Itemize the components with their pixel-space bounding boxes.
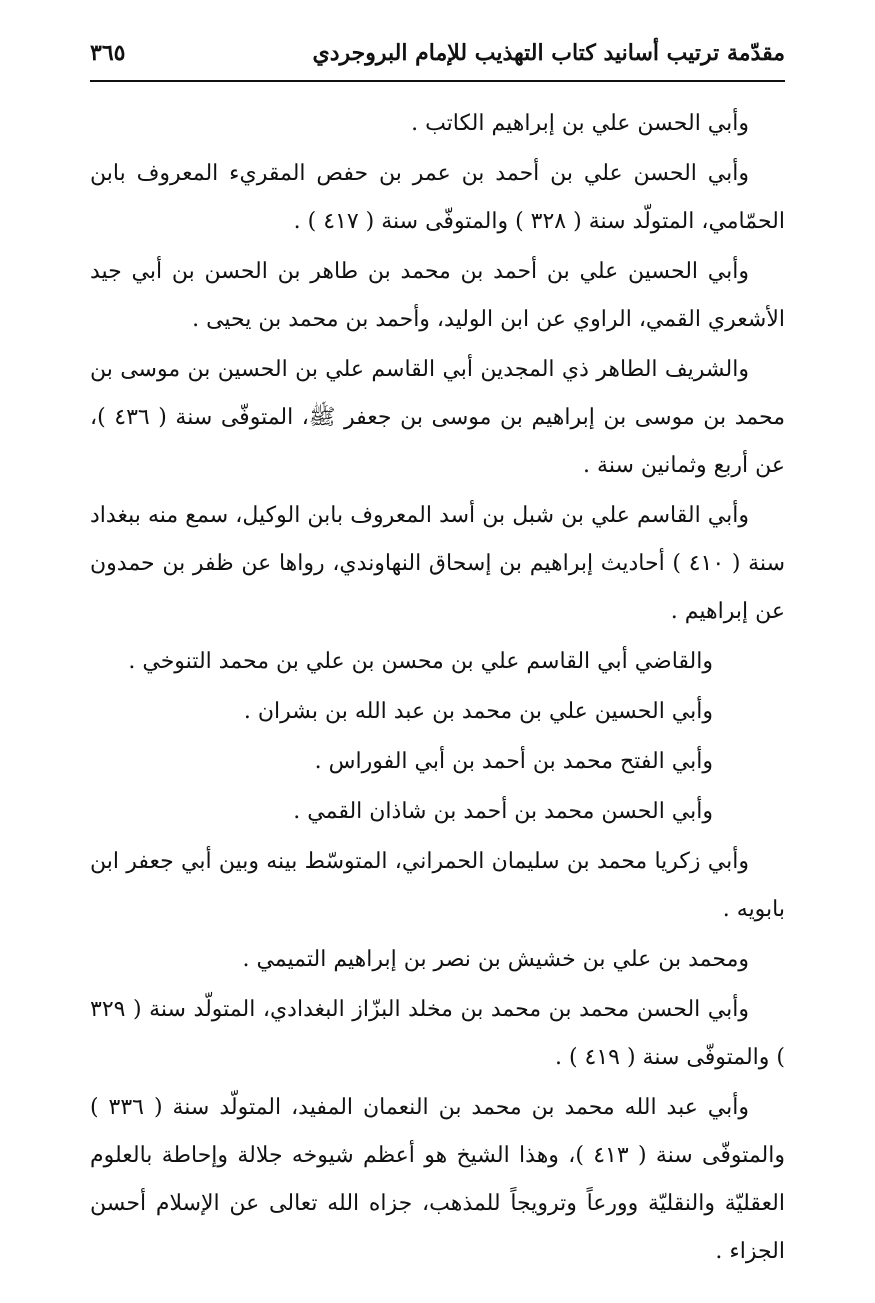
page-number: ٣٦٥ [90, 40, 126, 66]
paragraph: وأبي الحسن علي بن أحمد بن عمر بن حفص المقريء المعروف بابن الحمّامي، المتولّد سنة ( ٣٢٨ ) والمتوفّى سنة ( ٤١٧ ) . [90, 161, 785, 234]
running-title: مقدّمة ترتيب أسانيد كتاب التهذيب للإمام البروجردي [312, 40, 785, 66]
paragraph: وأبي الفتح محمد بن أحمد بن أبي الفوراس . [314, 749, 713, 774]
paragraph: وأبي الحسن علي بن إبراهيم الكاتب . [411, 111, 749, 136]
paragraph: وأبي عبد الله محمد بن محمد بن النعمان المفيد، المتولّد سنة ( ٣٣٦ ) والمتوفّى سنة ( ٤١٣ )، وهذا الشيخ هو أعظم شيوخه جلالة وإحاطة بالعلوم العقليّة والنقليّة وورعاً وترويجاً للمذهب، جزاه الله تعالى عن الإسلام أحسن الجزاء . [90, 1095, 785, 1264]
header-rule [90, 80, 785, 82]
paragraph: والشريف الطاهر ذي المجدين أبي القاسم علي بن الحسين بن موسى بن محمد بن موسى بن إبراهيم بن موسى بن جعفر ﷺ، المتوفّى سنة ( ٤٣٦ )، عن أربع وثمانين سنة . [90, 357, 785, 478]
paragraph: والقاضي أبي القاسم علي بن محسن بن علي بن محمد التنوخي . [128, 649, 713, 674]
paragraph: ومحمد بن علي بن خشيش بن نصر بن إبراهيم التميمي . [242, 947, 749, 972]
running-header [90, 32, 785, 74]
paragraph: وأبي الحسين علي بن أحمد بن محمد بن طاهر بن الحسن بن أبي جيد الأشعري القمي، الراوي عن ابن الوليد، وأحمد بن محمد بن يحيى . [90, 259, 785, 332]
paragraph: وأبي القاسم علي بن شبل بن أسد المعروف بابن الوكيل، سمع منه ببغداد سنة ( ٤١٠ ) أحاديث إبراهيم بن إسحاق النهاوندي، رواها عن ظفر بن حمدون عن إبراهيم . [90, 503, 786, 624]
page-body [90, 100, 785, 1278]
paragraph: وأبي الحسن محمد بن أحمد بن شاذان القمي . [293, 799, 713, 824]
paragraph: وأبي الحسن محمد بن محمد بن مخلد البزّاز البغدادي، المتولّد سنة ( ٣٢٩ ) والمتوفّى سنة ( ٤١٩ ) . [90, 997, 785, 1070]
paragraph: وأبي الحسين علي بن محمد بن عبد الله بن بشران . [243, 699, 713, 724]
paragraph: وأبي زكريا محمد بن سليمان الحمراني، المتوسّط بينه وبين أبي جعفر ابن بابويه . [90, 849, 785, 922]
